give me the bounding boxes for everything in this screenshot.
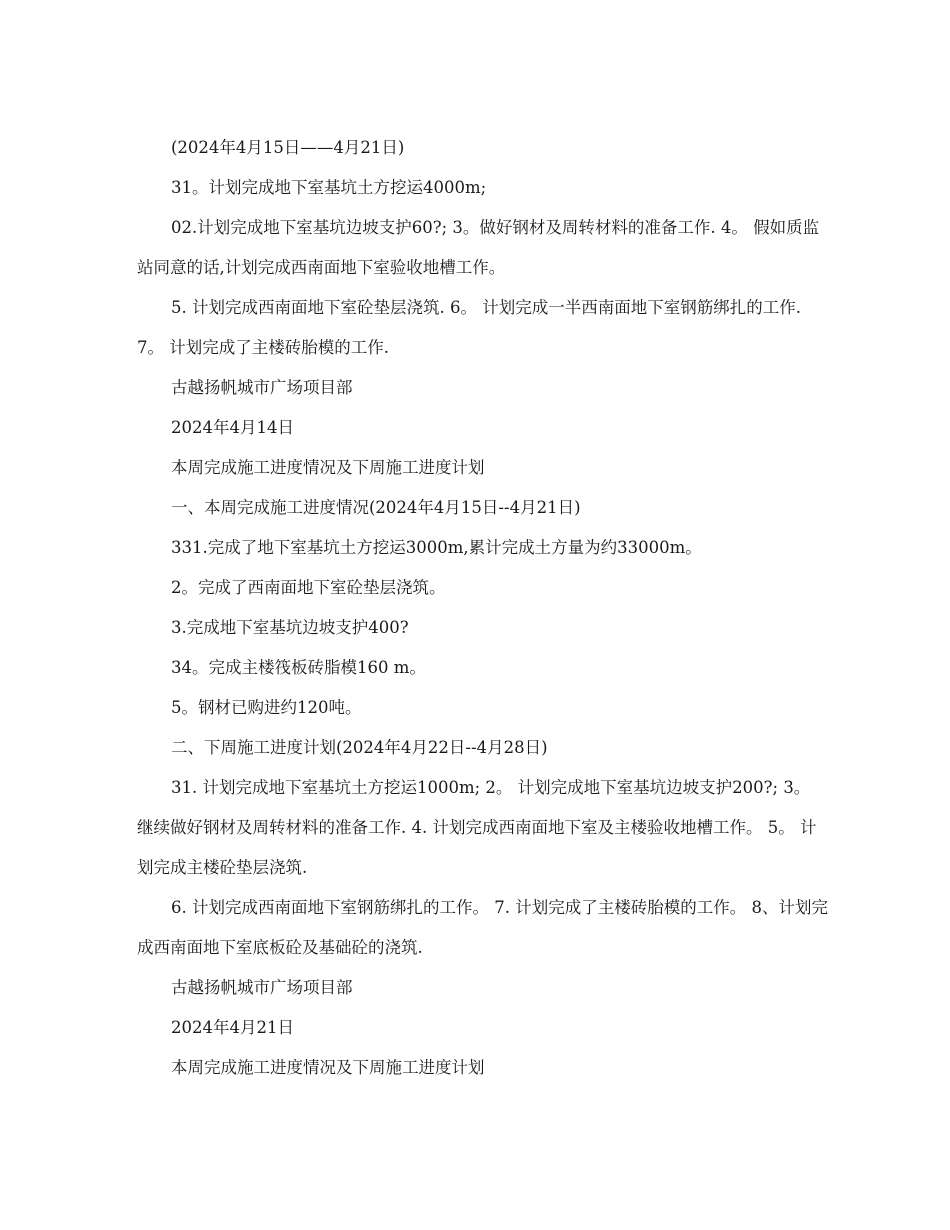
done-item-3: 3.完成地下室基坑边坡支护400? bbox=[171, 618, 409, 637]
plan-item-2-4: 02.计划完成地下室基坑边坡支护60?; 3。做好钢材及周转材料的准备工作. 4。 假如质监站同意的话,计划完成西南面地下室验收地槽工作。 bbox=[137, 218, 820, 277]
signature-dept: 古越扬帆城市广场项目部 bbox=[171, 378, 353, 397]
next-plan-items-6-8: 6. 计划完成西南面地下室钢筋绑扎的工作。 7. 计划完成了主楼砖胎模的工作。 8、计划完成西南面地下室底板砼及基础砼的浇筑. bbox=[137, 898, 828, 957]
done-item-1: 331.完成了地下室基坑土方挖运3000m,累计完成土方量为约33000m。 bbox=[171, 538, 702, 557]
plan-item-5-7: 5. 计划完成西南面地下室砼垫层浇筑. 6。 计划完成一半西南面地下室钢筋绑扎的工作. 7。 计划完成了主楼砖胎模的工作. bbox=[137, 298, 807, 357]
plan-item-1: 31。计划完成地下室基坑土方挖运4000m; bbox=[171, 178, 487, 197]
report-title: 本周完成施工进度情况及下周施工进度计划 bbox=[171, 458, 485, 477]
report-title-2: 本周完成施工进度情况及下周施工进度计划 bbox=[171, 1058, 485, 1077]
done-item-5: 5。钢材已购进约120吨。 bbox=[171, 698, 362, 717]
done-item-2: 2。完成了西南面地下室砼垫层浇筑。 bbox=[171, 578, 446, 597]
done-item-4: 34。完成主楼筏板砖脂模160 m。 bbox=[171, 658, 426, 677]
next-plan-items-1-5: 31. 计划完成地下室基坑土方挖运1000m; 2。 计划完成地下室基坑边坡支护200?; 3。 继续做好钢材及周转材料的准备工作. 4. 计划完成西南面地下室及主楼验收地槽工作。 5。 计划完成主楼砼垫层浇筑. bbox=[137, 778, 817, 877]
section-heading-next-week: 二、下周施工进度计划(2024年4月22日--4月28日) bbox=[171, 738, 548, 757]
section-heading-this-week: 一、本周完成施工进度情况(2024年4月15日--4月21日) bbox=[171, 498, 581, 517]
date-range-line: (2024年4月15日——4月21日) bbox=[171, 138, 405, 157]
signature-date: 2024年4月14日 bbox=[171, 418, 294, 437]
signature-dept-2: 古越扬帆城市广场项目部 bbox=[171, 978, 353, 997]
signature-date-2: 2024年4月21日 bbox=[171, 1018, 294, 1037]
